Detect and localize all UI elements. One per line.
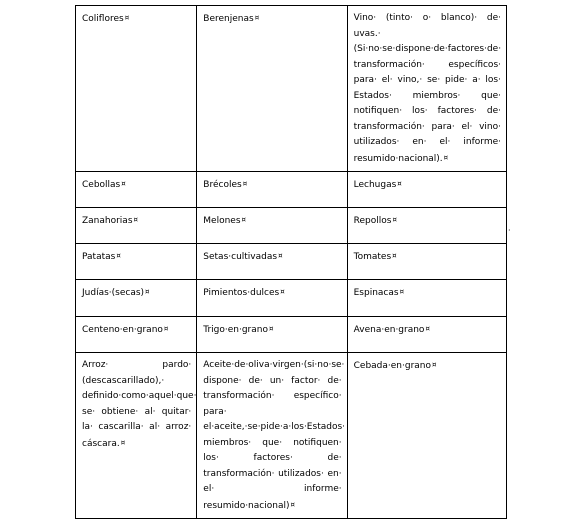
table-cell [197, 353, 347, 519]
margin-mark: · [508, 226, 511, 235]
table-cell [76, 317, 197, 353]
table-cell [76, 208, 197, 244]
cell-text: Cebada·en·grano ¤ [354, 361, 437, 371]
cell-text: Pimientos·dulces ¤ [203, 288, 284, 298]
cell-text: Tomates ¤ [354, 252, 397, 262]
cell-text: Berenjenas ¤ [203, 14, 259, 24]
table-row [76, 280, 507, 317]
table-cell [347, 353, 506, 519]
cell-text: Brécoles ¤ [203, 180, 247, 190]
cell-text: Arroz· pardo· (descascarillado),· definido·como·aquel·que· se· obtiene· al· quitar· la· cascarilla· al· arroz· cáscara. ¤ [82, 360, 196, 449]
table-cell [347, 280, 506, 317]
cell-text: Zanahorias ¤ [82, 216, 138, 226]
table-cell [197, 280, 347, 317]
table-cell [76, 353, 197, 519]
table-row [76, 6, 507, 172]
table-cell [76, 172, 197, 208]
table-cell [76, 6, 197, 172]
table-cell [76, 244, 197, 280]
cell-text: Melones ¤ [203, 216, 246, 226]
cell-text: Coliflores ¤ [82, 14, 129, 24]
table-row [76, 317, 507, 353]
cell-text: Setas·cultivadas ¤ [203, 252, 282, 262]
cell-text: Aceite·de·oliva·virgen·(si·no·se· dispone· de· un· factor· de· transformación· específico· para· el·aceite,·se·pide·a·los·Estados· miembros· que· notifiquen· los· factores· de· transformación· utilizados· en· el· informe· resumido·nacional) ¤ [203, 360, 345, 511]
table-cell [197, 244, 347, 280]
table-row [76, 353, 507, 519]
table-cell [197, 6, 347, 172]
table-row [76, 208, 507, 244]
table-cell [76, 280, 197, 317]
table-cell [347, 317, 506, 353]
cell-text: Centeno·en·grano ¤ [82, 325, 168, 335]
table-cell [197, 172, 347, 208]
table-row [76, 244, 507, 280]
cell-text: Cebollas ¤ [82, 180, 126, 190]
cell-text: Repollos ¤ [354, 216, 397, 226]
cell-text: Espinacas ¤ [354, 288, 404, 298]
cell-text: Patatas ¤ [82, 252, 121, 262]
cell-text: Avena·en·grano ¤ [354, 325, 430, 335]
cell-text: Lechugas ¤ [354, 180, 402, 190]
table-cell [347, 6, 506, 172]
cell-text: Judías·(secas) ¤ [82, 288, 150, 298]
products-table [75, 5, 507, 519]
table-cell [347, 208, 506, 244]
table-row [76, 172, 507, 208]
table-cell [197, 317, 347, 353]
table-cell [197, 208, 347, 244]
table-cell [347, 244, 506, 280]
table-cell [347, 172, 506, 208]
cell-text: Trigo·en·grano ¤ [203, 325, 273, 335]
cell-text: Vino· (tinto· o· blanco)· de· uvas.· (Si·no·se·dispone·de·factores·de· transformación· específicos· para· el· vino,· se· pide· a· los· Estados· miembros· que· notifiquen· los· factores· de· transformación· para· el· vino· utilizados· en· el· informe· resumido·nacional). ¤ [354, 13, 501, 164]
